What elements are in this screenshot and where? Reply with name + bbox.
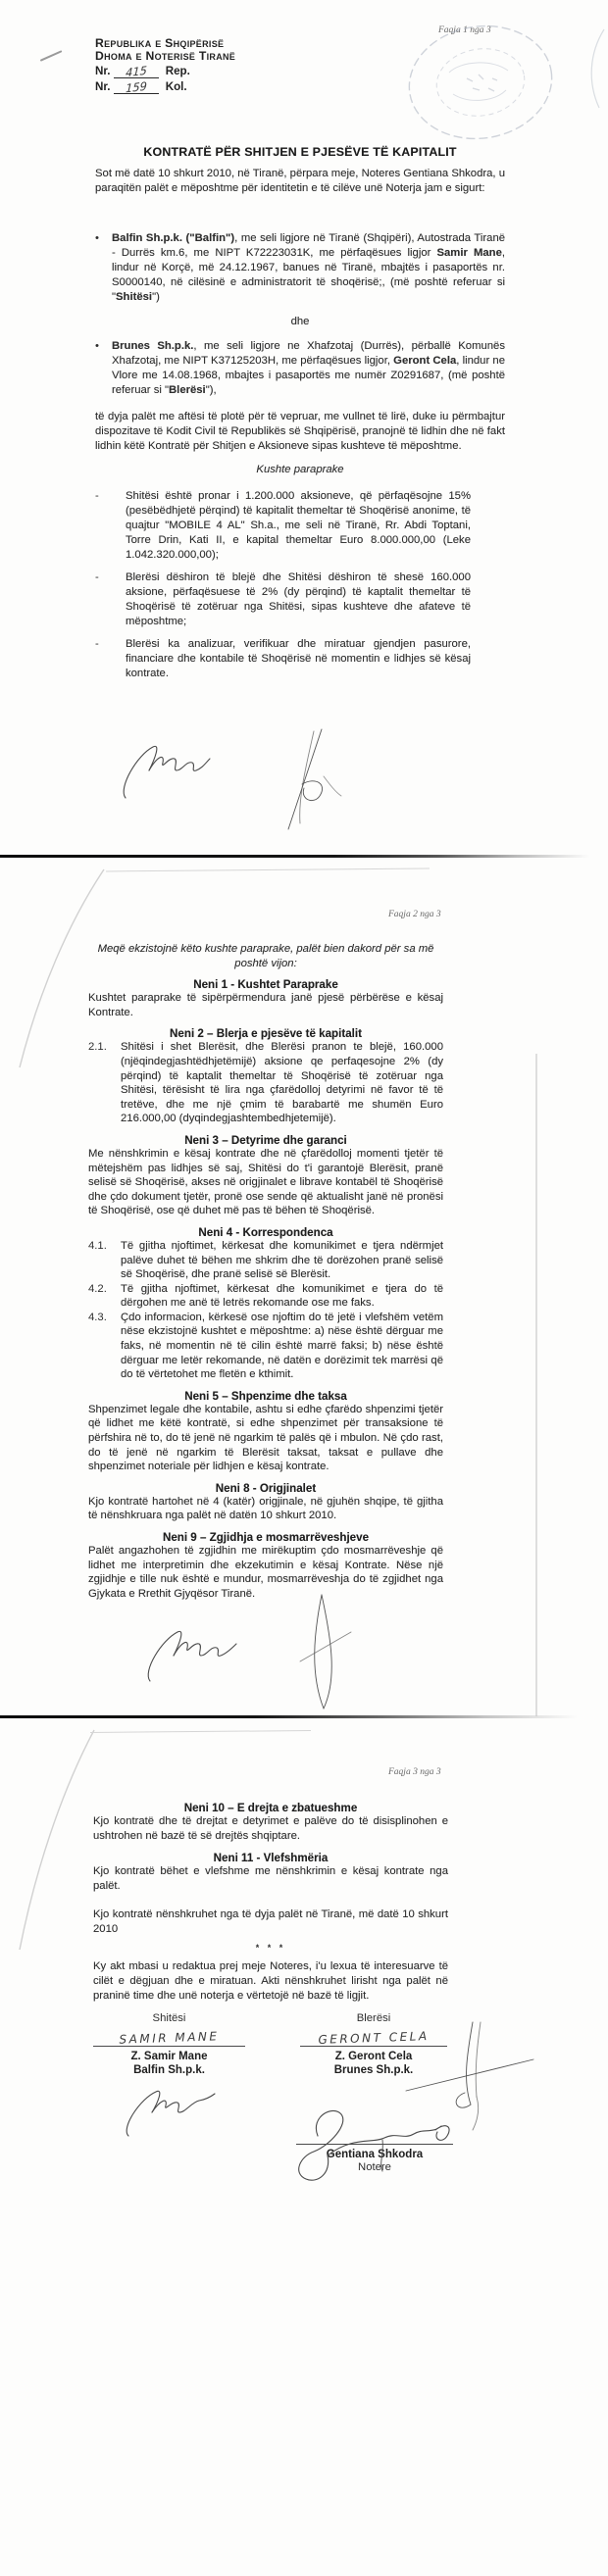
dash-icon: - [95,490,99,502]
bullet-icon: • [95,340,99,352]
seller-company: Balfin Sh.p.k. [133,2064,205,2076]
seller-signature-block [93,2012,245,2143]
buyer-name: Z. Geront Cela [334,2051,413,2062]
party-seller-item [95,231,505,305]
page2-content [0,858,608,1601]
page-scan-edge [0,1715,608,1718]
clause-text: Të gjitha njoftimet, kërkesat dhe komunikimet e tjera do të dërgohen me anë të letrës rekomande ose me faks. [121,1282,443,1310]
article-1-heading: Neni 1 - Kushtet Paraprake [193,978,338,992]
buyer-signature-scribble [292,1593,357,1712]
seller-handwritten-name: SAMIR MANE [119,2029,220,2047]
article-9-heading: Neni 9 – Zgjidhja e mosmarrëveshjeve [162,1531,370,1544]
page-scan-edge [0,855,608,858]
dash-icon: - [95,571,99,583]
page-number: Faqja 1 nga 3 [438,25,491,35]
parties-capacity-paragraph: të dyja palët me aftësi të plotë për të vepruar, me vullnet të lirë, duke iu përmbajtur dispozitave të Kodit Civil të Republikës së Shqipërisë, pranojnë të lidhin dhe në fakt lidhin këtë Kontratë për Shitjen e Aksioneve sipas kushteve të mëposhtme. [95,411,505,452]
precondition-text: Blerësi ka analizuar, verifikuar dhe miratuar gjendjen pasurore, financiare dhe kontabile të Shoqërisë në momentin e lidhjes së kësaj kontrate. [126,638,471,679]
lead-in-paragraph: Meqë ekzistojnë këto kushte paraprake, palët bien dakord për sa më poshtë vijon: [97,943,434,969]
seller-name: Z. Samir Mane [130,2051,208,2062]
clause-4-3 [88,1311,443,1382]
contract-page-2 [0,858,608,1716]
party-buyer-item [95,339,505,398]
article-8-heading: Neni 8 - Origjinalet [215,1481,317,1495]
registry-underline [114,80,159,94]
article-4-heading: Neni 4 - Korrespondenca [198,1225,333,1239]
page1-content [0,0,608,681]
article-5-heading: Neni 5 – Shpenzime dhe taksa [184,1389,347,1403]
seller-role-label: Shitësi [152,2012,186,2024]
buyer-signature-scribble [273,727,347,833]
article-10-body: Kjo kontratë dhe të drejtat e detyrimet e palëve do të disisplinohen e ushtrohen në bazë të së drejtës shqiptare. [93,1815,448,1842]
seller-signature-scribble [121,2085,219,2140]
clause-4-2 [88,1282,443,1311]
clause-text: Të gjitha njoftimet, kërkesat dhe komunikimet e tjera ndërmjet palëve duhet të bëhen me shkrim dhe të dorëzohen pranë selisë së Shoqërisë, dhe pranë selisë së Blerësit. [121,1239,443,1281]
clause-number: 4.1. [88,1239,107,1252]
page3-content [0,1718,608,2004]
clause-number: 2.1. [88,1041,107,1054]
notary-name: Gentiana Shkodra [326,2149,424,2160]
article-11-heading: Neni 11 - Vlefshmëria [213,1852,329,1864]
party-buyer-text: Brunes Sh.p.k., me seli ligjore ne Xhafzotaj (Durrës), përballë Komunës Xhafzotaj, me NIPT K37125203H, me përfaqësues ligjor, Geront Cela, lindur ne Vlore me 14.08.1968, mbajtes i pasaportës me numër Z0291687, (më poshtë referuar si "Blerësi"), [112,340,505,396]
page-number: Faqja 3 nga 3 [388,1767,441,1777]
notary-signature-block [296,2108,453,2173]
contract-title: KONTRATË PËR SHITJEN E PJESËVE TË KAPITALIT [143,145,457,159]
intro-paragraph: Sot më datë 10 shkurt 2010, në Tiranë, përpara meje, Noteres Gentiana Shkodra, u paraqitën palët e mëposhtme për identitetin e të cilëve unë Noterja jam e sigurt: [95,168,505,194]
contract-page-1 [0,0,608,856]
registry-rep-line [95,64,505,78]
registry-prefix: Nr. [95,65,111,77]
clause-number: 4.3. [88,1311,107,1323]
clause-number: 4.2. [88,1282,107,1295]
clause-2-1 [88,1040,443,1126]
registry-suffix: Kol. [165,80,187,93]
article-3-body: Me nënshkrimin e kësaj kontrate dhe në çfarëdolloj momenti tjetër të mëtejshëm pas lidhjes së saj, Shitësi do t'i garantojë Blerësit, pranë selisë së Shoqërisë, akses në origjinalet e librave kontabël të Shoqërisë dhe çdo dokument tjetër, pronë ose sende që aktualisht janë në pronësi të Shoqërisë, ose që duhet më pas të bëhen të Shoqërisë. [88,1147,443,1217]
page-number: Faqja 2 nga 3 [388,910,441,919]
letterhead-line-1: Republika e Shqipërisë [95,36,225,50]
article-9-body: Palët angazhohen të zgjidhin me mirëkuptim çdo mosmarrëveshje që lidhet me interpretimin dhe ekzekutimin e kësaj Kontrate. Nëse një zgjidhje e tille nuk është e mundur, mosmarrëveshja do të zgjidhet nga Gjykata e Rrethit Gjyqësor Tiranë. [88,1545,443,1600]
registry-underline [114,65,159,78]
article-5-body: Shpenzimet legale dhe kontabile, ashtu si edhe çfarëdo shpenzimi tjetër që lidhet me këtë kontratë, si edhe shpenzimet për transaksione të përfshira në to, do të jenë në ngarkim të palës që i mbulon. Në çdo rast, do të jenë në ngarkim të Blerësit taksat, taksat e pullave dhe shpenzimet noteriale për lidhjen e kësaj kontrate. [88,1403,443,1473]
handwritten-rep-number: 415 [125,63,147,80]
party-seller-text: Balfin Sh.p.k. ("Balfin"), me seli ligjore në Tiranë (Shqipëri), Autostrada Tiranë - Durrës km.6, me NIPT K72223031K, me përfaqësues ligjor Samir Mane, lindur në Korçë, më 24.12.1967, banues në Tiranë, mbajtës i pasaportës nr. S0000140, në cilësinë e administratorit të shoqërisë;, (më poshtë referuar si "Shitësi") [112,232,506,303]
handwritten-kol-number: 159 [125,78,147,96]
bullet-icon: • [95,232,99,244]
article-10-heading: Neni 10 – E drejta e zbatueshme [183,1802,358,1814]
conjunction-text: dhe [290,316,310,327]
signing-statement: Kjo kontratë nënshkruhet nga të dyja palët në Tiranë, më datë 10 shkurt 2010 [93,1908,448,1935]
preconditions-heading: Kushte paraprake [256,464,344,475]
article-1-body: Kushtet paraprake të sipërpërmendura janë pjesë përbërëse e kësaj Kontrate. [88,992,443,1018]
seller-signature-scribble [142,1624,240,1687]
registry-prefix: Nr. [95,80,111,93]
buyer-company: Brunes Sh.p.k. [333,2064,414,2076]
article-3-heading: Neni 3 – Detyrime dhe garanci [184,1133,347,1147]
dash-icon: - [95,638,99,650]
notary-closing-paragraph: Ky akt mbasi u redaktua prej meje Noteres, i'u lexua të interesuarve të cilët e dëgjuan dhe e miratuan. Akti nënshkruhet lirisht nga palët në praninë time dhe unë noterja e vërtetojë në bazë të ligjit. [93,1960,448,2002]
buyer-role-label: Blerësi [356,2012,391,2024]
seller-signature-scribble [116,737,214,804]
precondition-item [95,489,471,563]
precondition-item [95,637,471,681]
precondition-item [95,570,471,629]
article-8-body: Kjo kontratë hartohet në 4 (katër) origjinale, në gjuhën shqipe, të gjitha të nënshkruara nga palët në datën 10 shkurt 2010. [88,1495,443,1522]
contract-page-3 [0,1718,608,2576]
clause-4-1 [88,1239,443,1282]
article-2-heading: Neni 2 – Blerja e pjesëve të kapitalit [170,1027,362,1041]
registry-suffix: Rep. [165,65,190,77]
asterisk-separator: * * * [255,1943,286,1953]
notary-signature-scribble [288,2095,463,2185]
registry-kol-line [95,79,505,94]
notary-title: Notere [358,2161,391,2173]
precondition-text: Blerësi dëshiron të blejë dhe Shitësi dëshiron të shesë 160.000 aksione, përfaqësuese të 2% (dy përqind) të kaptalit themeltar të Shoqërisë të zotëruar nga Shitësi, sipas kushteve dhe afateve të mëposhtme; [126,571,471,627]
precondition-text: Shitësi është pronar i 1.200.000 aksioneve, që përfaqësojne 15% (pesëbëdhjetë përqind) të kapitalit themeltar të Shoqërisë anonime, të quajtur "MOBILE 4 AL" Sh.a., me seli në Tiranë, Rr. Abdi Toptani, Torre Drin, Kati II, e kapital themeltar Euro 8.000.000,00 (Leke 1.042.320.000,00); [126,490,471,561]
clause-text: Çdo informacion, kërkesë ose njoftim do të jetë i vlefshëm vetëm nëse ekzistojnë kushtet e mëposhtme: a) nëse është dërguar me faks, në momentin në të cilin është marrë faksi; b) nëse është dërguar me letër rekomande, në datën e dorëzimit tek marrësi që do të vërtetohet me fletën e kthimit. [121,1311,443,1381]
buyer-handwritten-name: GERONT CELA [318,2029,430,2047]
letterhead-line-2: Dhoma e Noterisë Tiranë [95,49,236,63]
clause-text: Shitësi i shet Blerësit, dhe Blerësi pranon te blejë, 160.000 (njëqindegjashtëdhjetëmijë) aksione qe perfaqesojne 2% (dy përqind) të kaptalit themeltar të Shoqërisë të zotëruar nga Shitësi, tërësisht të lira nga çfarëdolloj detyrimi në favor të të tretëve, dhe me një çmim të barabartë me shumën Euro 216.000,00 (dyqindegjashtembedhjetemijë). [121,1041,443,1125]
article-11-body: Kjo kontratë bëhet e vlefshme me nënshkrimin e kësaj kontrate nga palët. [93,1865,448,1892]
